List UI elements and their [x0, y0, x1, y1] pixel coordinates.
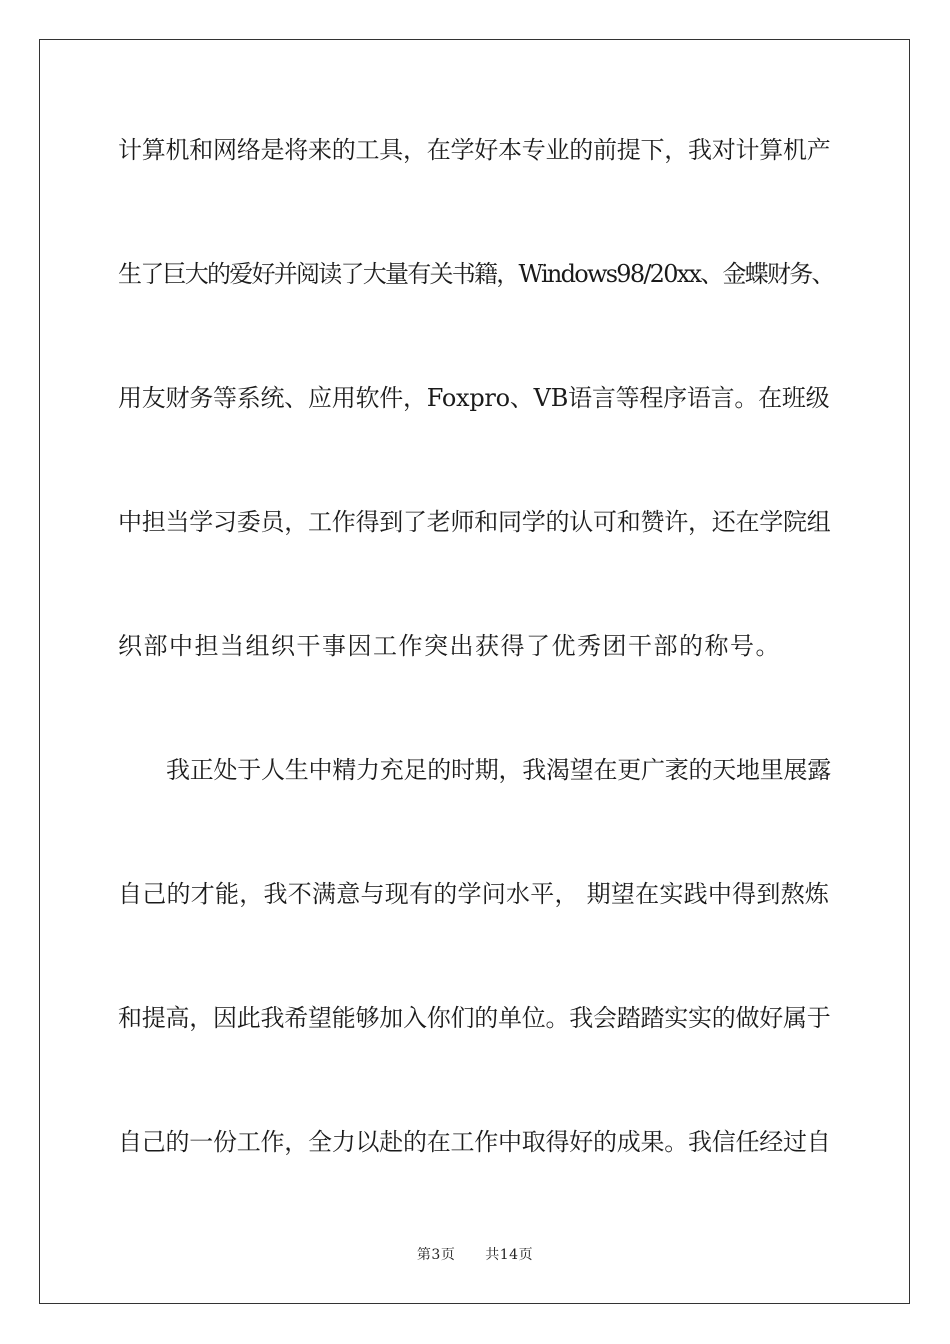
text-line: 和提高，因此我希望能够加入你们的单位。我会踏踏实实的做好属于: [118, 1004, 831, 1032]
text-line: 织部中担当组织干事因工作突出获得了优秀团干部的称号。: [118, 632, 781, 660]
page-total: 共14页: [485, 1247, 534, 1263]
page-number: 第3页: [416, 1247, 456, 1263]
text-line: 生了巨大的爱好并阅读了大量有关书籍，Windows98/20xx、金蝶财务、: [118, 260, 834, 288]
paragraph-start-line: 我正处于人生中精力充足的时期，我渴望在更广袤的天地里展露: [166, 756, 831, 784]
text-line: 自己的才能，我不满意与现有的学问水平， 期望在实践中得到熬炼: [118, 880, 830, 908]
text-line: 中担当学习委员，工作得到了老师和同学的认可和赞许，还在学院组: [118, 508, 831, 536]
text-line: 计算机和网络是将来的工具，在学好本专业的前提下，我对计算机产: [118, 136, 831, 164]
text-line: 自己的一份工作，全力以赴的在工作中取得好的成果。我信任经过自: [118, 1128, 831, 1156]
page-footer: [0, 1244, 950, 1264]
text-line: 用友财务等系统、应用软件，Foxpro、VB语言等程序语言。在班级: [118, 384, 830, 412]
document-body: [118, 120, 834, 1236]
